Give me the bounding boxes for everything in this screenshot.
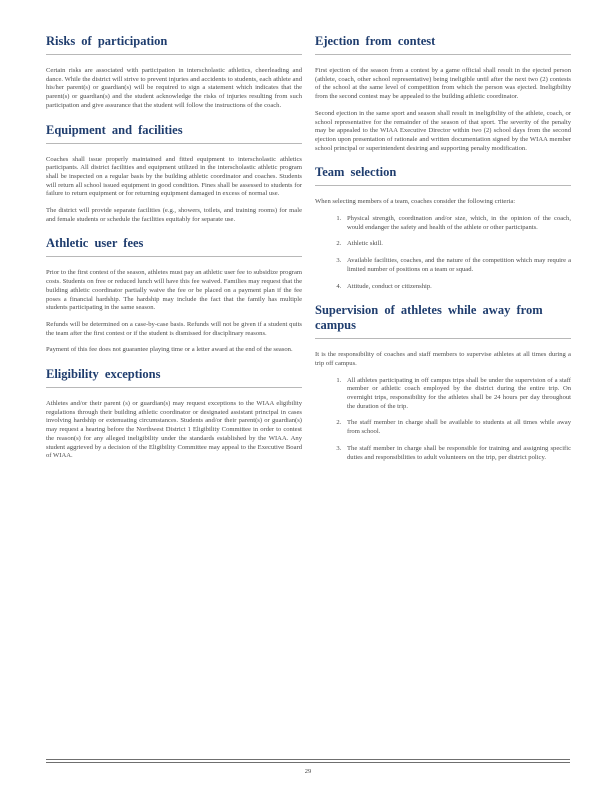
paragraph: First ejection of the season from a contest by a game official shall result in the ejected person (athlete, coach, other school representative) being ineligible until after the next two (2) contests of the school at the same level of competition from which the person was ejected. Ineligibility from the second contest may be appealed to the building athletic coordinator. xyxy=(315,67,571,101)
paragraph: Refunds will be determined on a case-by-case basis. Refunds will not be given if a student quits the team after the first contest or if the student is dismissed for disciplinary reasons. xyxy=(46,320,302,337)
list-item: 1. Physical strength, coordination and/or size, which, in the opinion of the coach, would endanger the safety and health of the athlete or other participants. xyxy=(343,215,571,232)
section-heading: Ejection from contest xyxy=(315,34,571,55)
list-item: 4. Attitude, conduct or citizenship. xyxy=(343,283,571,292)
paragraph: Second ejection in the same sport and season shall result in ineligibility of the athlete, coach, or school representative for the remainder of the season of that sport. The severity of the penalty may be appealed to the WIAA Executive Director within two (2) school days from the second ejection upon presentation of rationale and written documentation signed by the WIAA member school principal or superintendent desiring and supporting penalty modification. xyxy=(315,109,571,152)
list-item: 3. The staff member in charge shall be responsible for training and assigning specific duties and responsibilities to adult volunteers on the trip, per district policy. xyxy=(343,445,571,462)
section-team-selection xyxy=(315,165,571,291)
paragraph: Prior to the first contest of the season, athletes must pay an athletic user fee to subsidize program costs. Students on free or reduced lunch will have this fee waived. Families may request that the building athletic coordinator partially waive the fee or be placed on a payment plan if the fee poses a financial hardship. The hardship may include the fact that the family has multiple students participating in the same season. xyxy=(46,269,302,312)
paragraph: Athletes and/or their parent (s) or guardian(s) may request exceptions to the WIAA eligibility regulations through their building athletic coordinator or designated assistant principal in cases involving hardship or extenuating circumstances. Students and/or their parent(s) or guardian(s) may request a hearing before the Northwest District 1 Eligibility Committee in order to contest the reason(s) for any alleged ineligibility under the standards established by the WIAA. Any student aggrieved by a decision of the Eligibility Committee may appeal to the Executive Board of WIAA. xyxy=(46,400,302,460)
section-risks xyxy=(46,34,302,111)
section-eligibility xyxy=(46,367,302,461)
section-heading: Supervision of athletes while away from campus xyxy=(315,303,571,339)
section-ejection xyxy=(315,34,571,153)
section-heading: Athletic user fees xyxy=(46,236,302,257)
section-fees xyxy=(46,236,302,355)
supervision-list xyxy=(315,377,571,463)
section-supervision xyxy=(315,303,571,462)
section-heading: Team selection xyxy=(315,165,571,186)
section-heading: Risks of participation xyxy=(46,34,302,55)
section-heading: Equipment and facilities xyxy=(46,123,302,144)
list-item: 2. Athletic skill. xyxy=(343,240,571,249)
footer-divider xyxy=(46,762,570,763)
right-column xyxy=(315,34,571,474)
list-item: 1. All athletes participating in off campus trips shall be under the supervision of a staff member or athletic coach employed by the district during the entire trip. On overnight trips, responsibility for the athletes shall be 24 hours per day throughout the duration of the trip. xyxy=(343,377,571,412)
section-equipment xyxy=(46,123,302,225)
footer-divider xyxy=(46,759,570,760)
page-number: 29 xyxy=(304,768,312,775)
paragraph: Payment of this fee does not guarantee playing time or a letter award at the end of the season. xyxy=(46,346,293,354)
paragraph: When selecting members of a team, coaches consider the following criteria: xyxy=(315,198,516,206)
paragraph: Certain risks are associated with participation in interscholastic athletics, cheerleading and dance. While the district will strive to prevent injuries and accidents to students, each athlete and his/her parent(s) or guardian(s) will be required to sign a statement which indicates that the parent(s) or guardian(s) and the student acknowledge the risks of injuries resulting from such participation and give assurance that the student will follow the instructions of the coach. xyxy=(46,67,302,109)
paragraph: It is the responsibility of coaches and staff members to supervise athletes at all times during a trip off campus. xyxy=(315,351,571,367)
list-item: 3. Available facilities, coaches, and the nature of the competition which may require a limited number of positions on a team or squad. xyxy=(343,257,571,274)
left-column xyxy=(46,34,302,473)
paragraph: Coaches shall issue properly maintained and fitted equipment to interscholastic athletics participants. All district facilities and equipment utilized in the interscholastic athletic program shall be inspected on a regular basis by the building athletic coordinator and coaches. Students will return all school issued equipment in good condition. Fines shall be assessed to students for failure to return equipment or for returning equipment damaged in excess of normal use. xyxy=(46,155,302,198)
section-heading: Eligibility exceptions xyxy=(46,367,302,388)
paragraph: The district will provide separate facilities (e.g., showers, toilets, and training rooms) for male and female students or schedule the facilities equitably for separate use. xyxy=(46,207,302,223)
list-item: 2. The staff member in charge shall be available to students at all times while away from school. xyxy=(343,419,571,436)
criteria-list xyxy=(315,215,571,291)
